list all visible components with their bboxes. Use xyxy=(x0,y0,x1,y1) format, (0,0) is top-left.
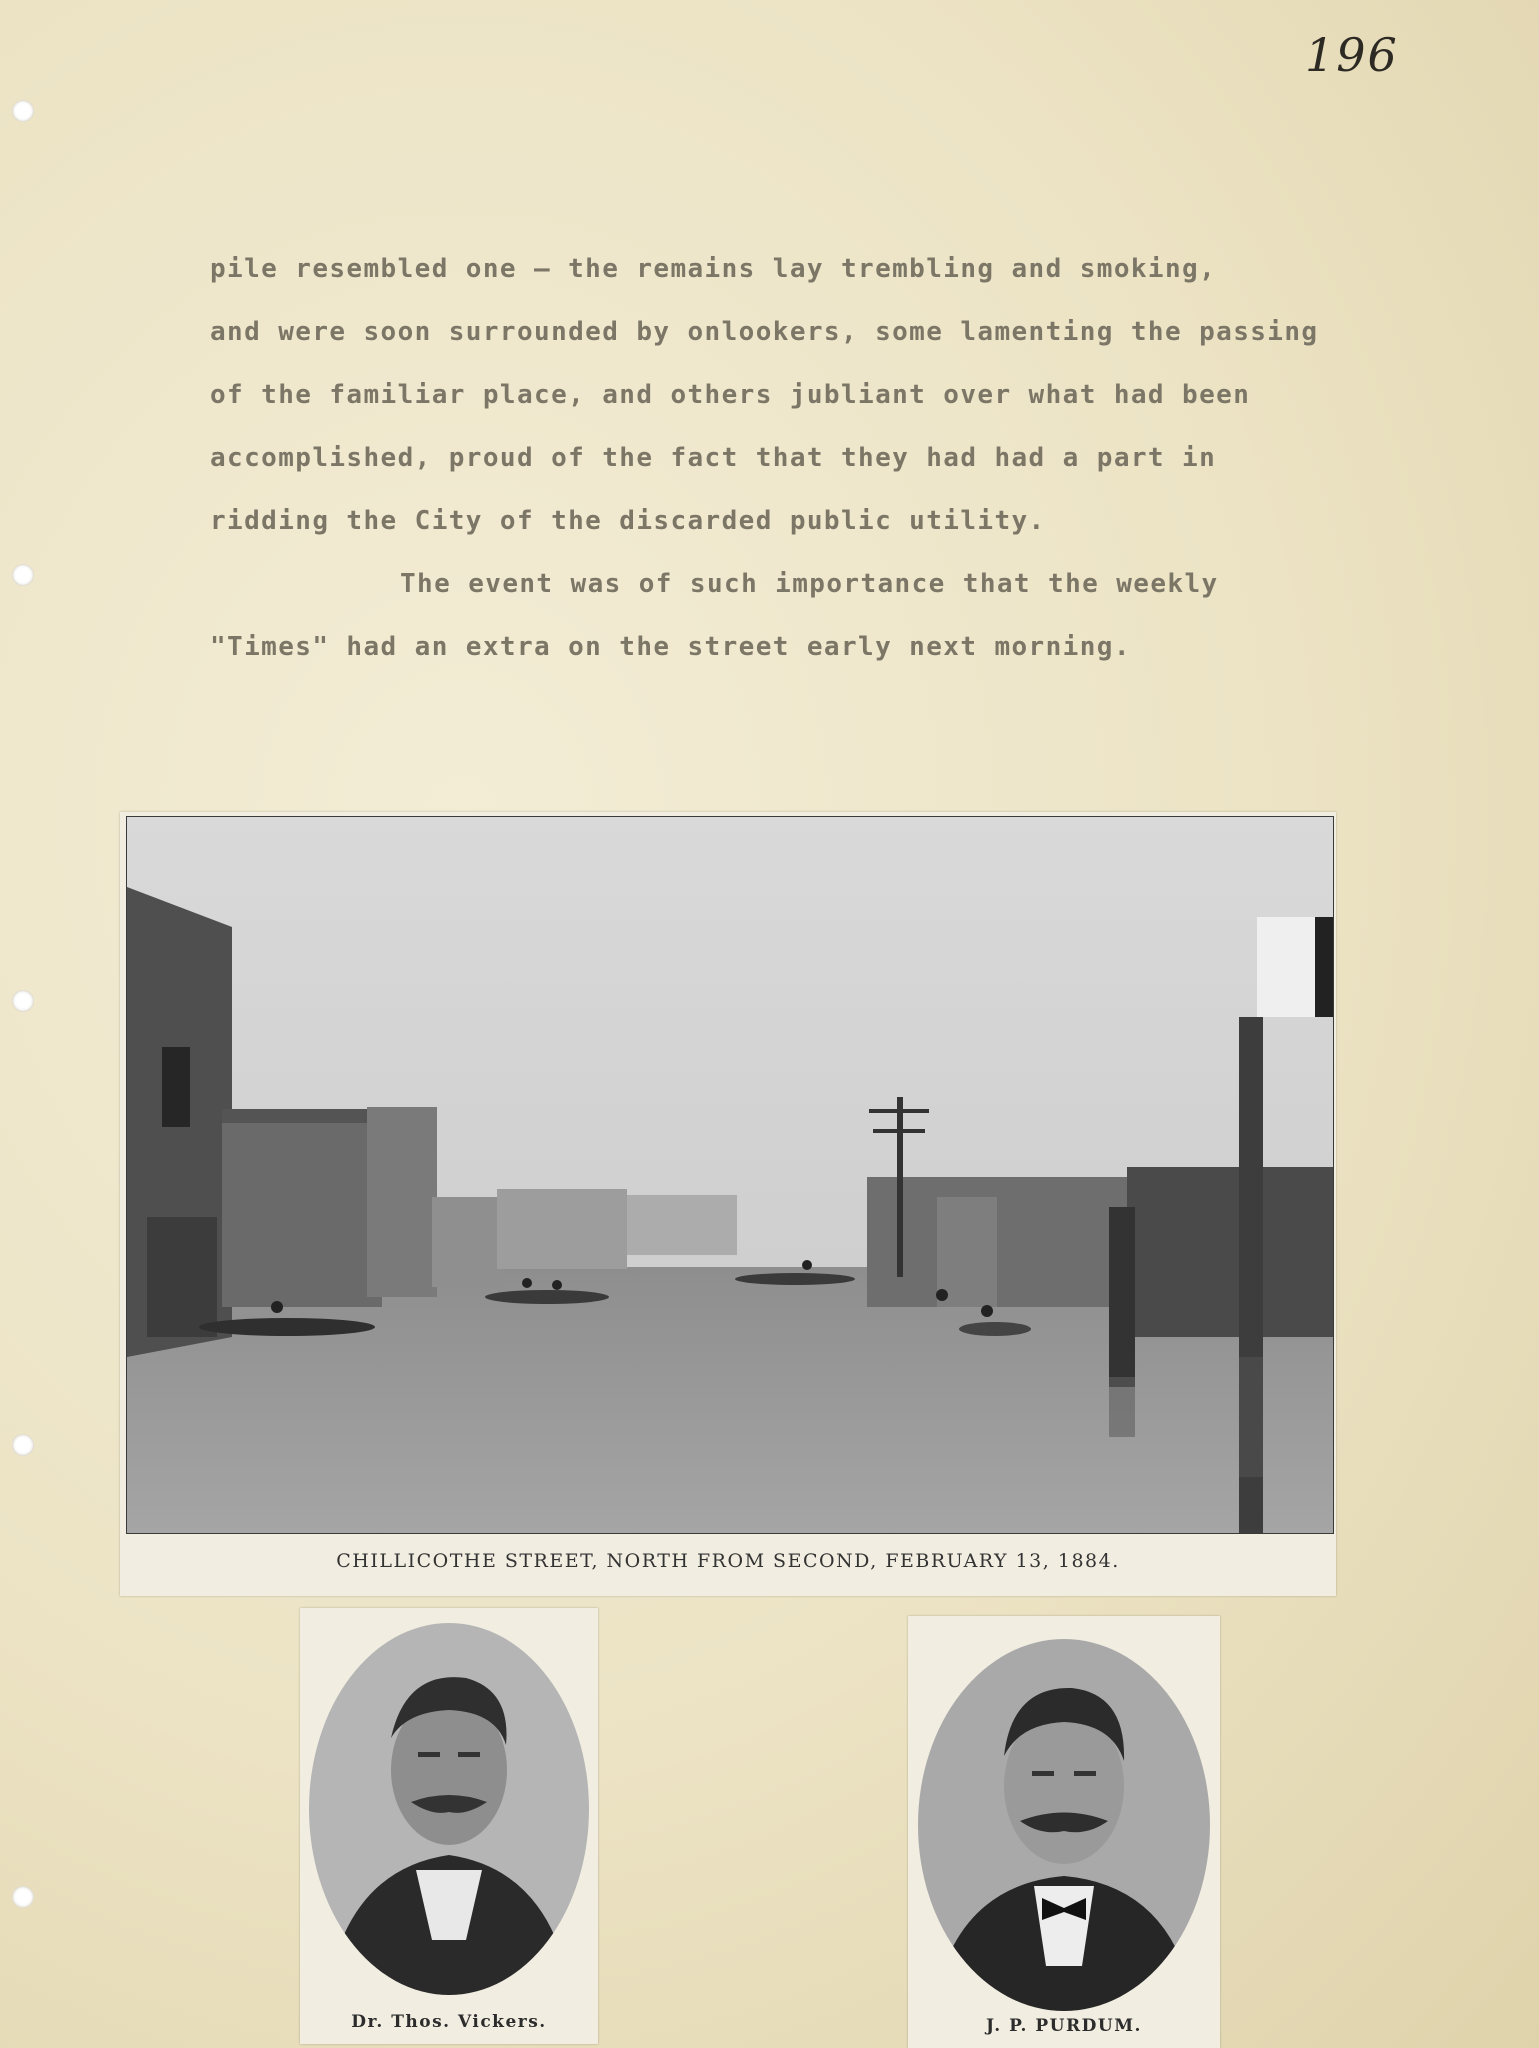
typed-line: ridding the City of the discarded public utility. xyxy=(210,506,1046,536)
portrait-caption: Dr. Thos. Vickers. xyxy=(351,2012,547,2032)
typed-text xyxy=(210,238,1470,679)
portrait-photo xyxy=(306,1620,592,2002)
portrait-clipping-left xyxy=(300,1608,598,2044)
portrait-clipping-right xyxy=(908,1616,1220,2048)
portrait-caption: J. P. PURDUM. xyxy=(986,2016,1142,2036)
typed-line: The event was of such importance that the weekly xyxy=(400,569,1219,599)
flood-street-photo xyxy=(126,816,1334,1534)
typed-line: "Times" had an extra on the street early next morning. xyxy=(210,632,1131,662)
punch-hole xyxy=(12,100,34,122)
typed-line: and were soon surrounded by onlookers, some lamenting the passing xyxy=(210,317,1319,347)
punch-hole xyxy=(12,564,34,586)
photo-caption: CHILLICOTHE STREET, NORTH FROM SECOND, FEBRUARY 13, 1884. xyxy=(336,1550,1120,1572)
portrait-photo xyxy=(912,1636,1216,2018)
punch-hole xyxy=(12,990,34,1012)
punch-hole xyxy=(12,1886,34,1908)
flood-photo-clipping xyxy=(120,812,1336,1596)
typed-line: of the familiar place, and others jubliant over what had been xyxy=(210,380,1251,410)
punch-hole xyxy=(12,1434,34,1456)
page-number: 196 xyxy=(1305,28,1399,82)
typed-line: accomplished, proud of the fact that they had had a part in xyxy=(210,443,1217,473)
typed-line: pile resembled one — the remains lay trembling and smoking, xyxy=(210,254,1217,284)
